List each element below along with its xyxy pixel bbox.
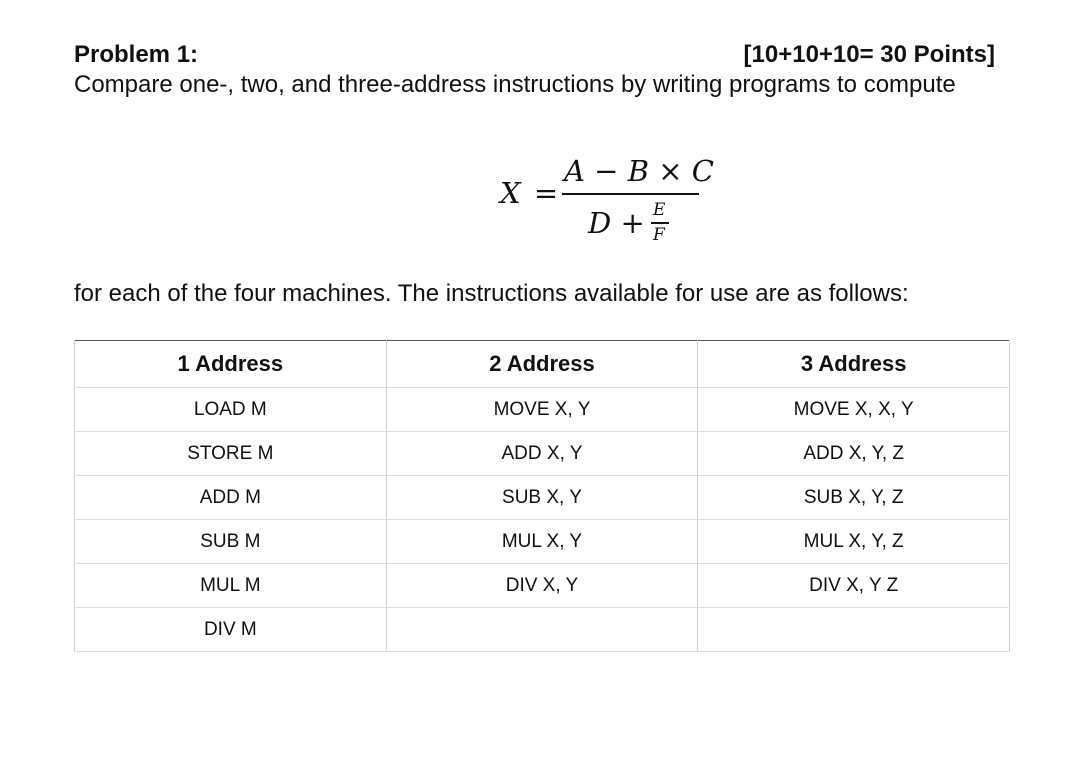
- table-cell: ADD M: [75, 476, 387, 520]
- formula-plus: +: [620, 206, 645, 240]
- instructions-intro-text: for each of the four machines. The instructions available for use are as follows:: [74, 280, 909, 307]
- formula-small-fraction-bar: [651, 222, 669, 224]
- table-cell: SUB M: [75, 520, 387, 564]
- instructions-table: [74, 340, 1010, 652]
- table-cell: ADD X, Y, Z: [698, 432, 1010, 476]
- formula-b: B: [627, 154, 650, 188]
- table-cell: [698, 608, 1010, 652]
- table-cell: ADD X, Y: [386, 432, 698, 476]
- formula-e: E: [653, 200, 666, 220]
- problem-intro-text: Compare one-, two, and three-address instructions by writing programs to compute: [74, 71, 956, 98]
- formula-d: D: [588, 206, 612, 240]
- formula-lhs: [500, 176, 558, 210]
- table-cell: MUL M: [75, 564, 387, 608]
- formula-minus: −: [594, 154, 619, 188]
- table-row: [75, 388, 1010, 432]
- problem-header: [74, 40, 995, 72]
- table-cell: MOVE X, Y: [386, 388, 698, 432]
- problem-title: Problem 1:: [74, 41, 199, 68]
- table-cell: DIV X, Y: [386, 564, 698, 608]
- table-cell: STORE M: [75, 432, 387, 476]
- header-3-address: 3 Address: [698, 341, 1010, 388]
- formula-x: X: [500, 176, 521, 210]
- header-2-address: 2 Address: [386, 341, 698, 388]
- table-row: [75, 608, 1010, 652]
- table-row: [75, 476, 1010, 520]
- formula-fraction-bar: [562, 193, 699, 195]
- formula: [500, 150, 714, 260]
- formula-c: C: [691, 154, 714, 188]
- table-cell: LOAD M: [75, 388, 387, 432]
- table-cell: MUL X, Y, Z: [698, 520, 1010, 564]
- formula-a: A: [564, 154, 585, 188]
- table-header-row: [75, 341, 1010, 388]
- formula-f: F: [653, 225, 665, 245]
- table-cell: MOVE X, X, Y: [698, 388, 1010, 432]
- formula-numerator: [564, 154, 714, 188]
- formula-equals: =: [533, 176, 559, 210]
- points-label: [10+10+10= 30 Points]: [743, 41, 995, 68]
- header-1-address: 1 Address: [75, 341, 387, 388]
- table-row: [75, 432, 1010, 476]
- table-cell: DIV X, Y Z: [698, 564, 1010, 608]
- table-row: [75, 564, 1010, 608]
- table-cell: DIV M: [75, 608, 387, 652]
- formula-denominator: [588, 206, 645, 240]
- table-row: [75, 520, 1010, 564]
- table-cell: SUB X, Y: [386, 476, 698, 520]
- table-cell: [386, 608, 698, 652]
- table-cell: MUL X, Y: [386, 520, 698, 564]
- formula-times: ×: [658, 154, 683, 188]
- formula-small-fraction: [650, 200, 672, 250]
- table-cell: SUB X, Y, Z: [698, 476, 1010, 520]
